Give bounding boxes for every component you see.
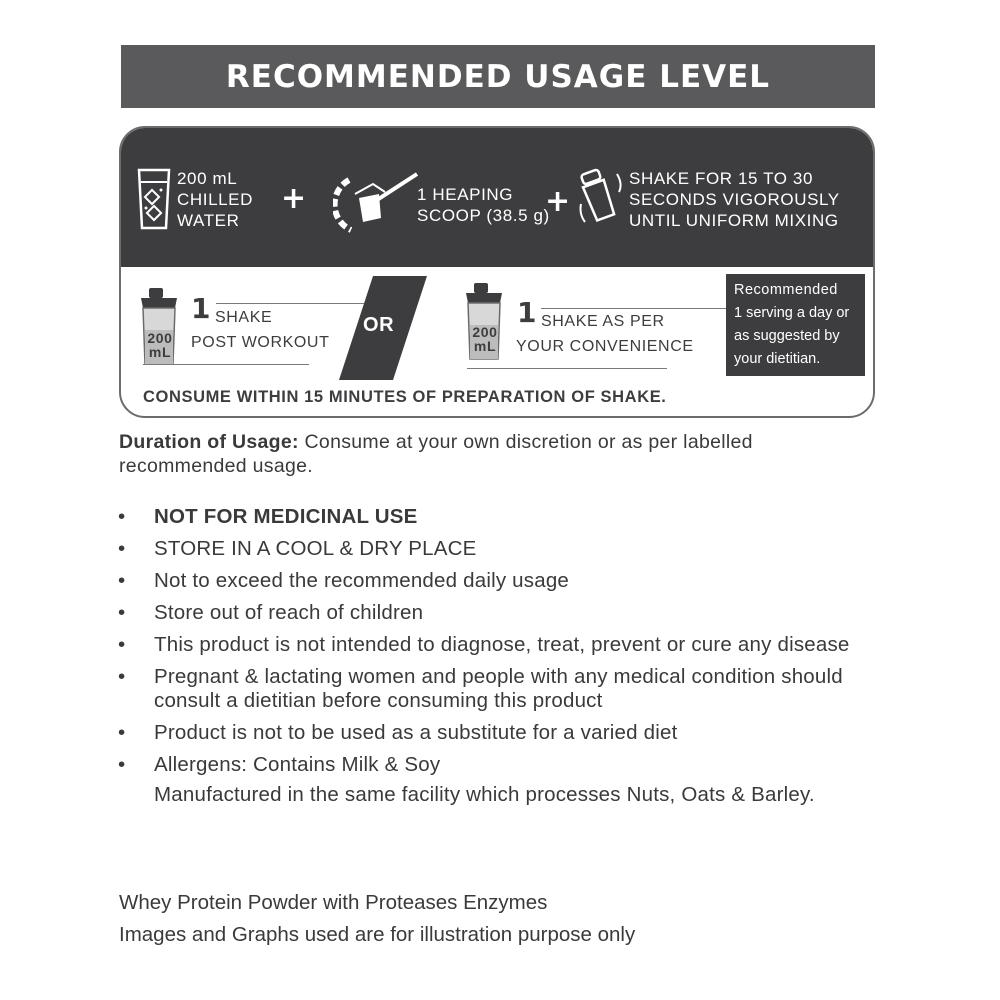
glass-icon [137, 168, 171, 230]
list-item [112, 505, 912, 529]
preparation-steps [121, 128, 873, 267]
usage-card [119, 126, 875, 418]
recommendation-box [726, 274, 865, 376]
shaker-icon [577, 164, 623, 228]
bullet-icon: • [118, 569, 126, 592]
list-item [112, 537, 912, 561]
bullet-icon: • [118, 665, 126, 688]
recommendation-line: 1 serving a day or [734, 305, 850, 321]
plus-icon: + [281, 181, 307, 216]
recommendation-line: as suggested by [734, 328, 840, 344]
list-item [112, 633, 912, 657]
bottle-volume-number: 200 [472, 324, 498, 340]
recommendation-title: Recommended [734, 282, 838, 298]
divider-line [541, 308, 727, 309]
left-serving-label: SHAKE [215, 309, 273, 326]
list-item [112, 569, 912, 593]
water-step-text: 200 mL CHILLED WATER [177, 169, 254, 230]
bottle-volume-unit: mL [148, 344, 172, 360]
bottle-volume [471, 325, 499, 353]
list-item-text: Product is not to be used as a substitute for a varied diet [154, 721, 678, 744]
bullet-icon: • [118, 537, 126, 560]
list-item-text: NOT FOR MEDICINAL USE [154, 505, 418, 528]
right-serving-timing: YOUR CONVENIENCE [516, 338, 694, 355]
banner-title: RECOMMENDED USAGE LEVEL [121, 45, 875, 108]
list-item [112, 665, 912, 713]
scoop-icon [333, 170, 419, 236]
illustration-disclaimer: Images and Graphs used are for illustration purpose only [119, 923, 636, 946]
shake-step-text: SHAKE FOR 15 TO 30 SECONDS VIGOROUSLY UNTIL UNIFORM MIXING [629, 169, 840, 230]
right-serving-count: 1 [517, 296, 537, 329]
divider-line [143, 364, 309, 365]
left-serving-timing: POST WORKOUT [191, 334, 330, 351]
divider-line [467, 368, 667, 369]
duration-text: Consume at your own discretion or as per labelled recommended usage. [119, 431, 753, 477]
or-text: OR [363, 314, 395, 336]
list-item-text: Store out of reach of children [154, 601, 424, 624]
scoop-step-text: 1 HEAPING SCOOP (38.5 g) [417, 185, 550, 225]
duration-of-usage [119, 430, 879, 478]
right-serving-label: SHAKE AS PER [541, 313, 665, 330]
allergen-note-text: Manufactured in the same facility which processes Nuts, Oats & Barley. [154, 783, 815, 806]
bullet-icon: • [118, 505, 126, 528]
list-item [112, 601, 912, 625]
bullet-icon: • [118, 601, 126, 624]
bottle-volume-unit: mL [473, 338, 497, 354]
left-serving-count: 1 [191, 292, 211, 325]
list-item-text: Allergens: Contains Milk & Soy [154, 753, 441, 776]
duration-label: Duration of Usage: [119, 431, 299, 453]
consume-note: CONSUME WITHIN 15 MINUTES OF PREPARATION OF SHAKE. [143, 388, 667, 406]
bullet-icon: • [118, 721, 126, 744]
plus-icon: + [545, 184, 571, 219]
list-item-text: Pregnant & lactating women and people with any medical condition should consult a dietitian before consuming this product [154, 665, 843, 712]
list-item-text: Not to exceed the recommended daily usage [154, 569, 570, 592]
list-item [112, 753, 912, 777]
list-item [112, 721, 912, 745]
warnings-list [112, 505, 912, 815]
allergen-note [112, 783, 912, 807]
list-item-text: This product is not intended to diagnose, treat, prevent or cure any disease [154, 633, 850, 656]
bullet-icon: • [118, 753, 126, 776]
bottle-volume-number: 200 [147, 330, 173, 346]
recommendation-line: your dietitian. [734, 351, 821, 367]
product-description: Whey Protein Powder with Proteases Enzymes [119, 891, 548, 914]
list-item-text: STORE IN A COOL & DRY PLACE [154, 537, 477, 560]
bottle-volume [146, 331, 174, 359]
bullet-icon: • [118, 633, 126, 656]
